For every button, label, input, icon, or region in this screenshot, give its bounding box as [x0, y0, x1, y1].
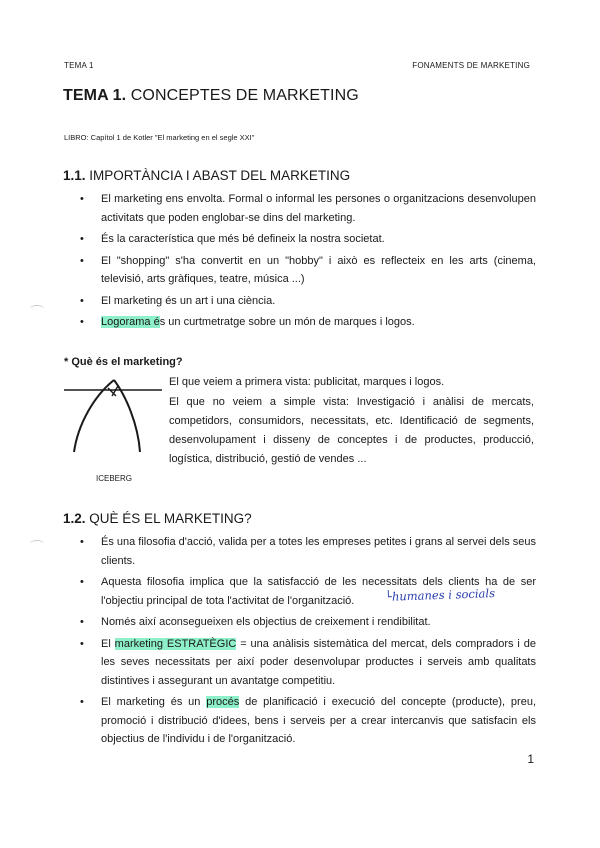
bullet-icon: • — [80, 536, 84, 548]
title-number: TEMA 1. — [63, 87, 127, 104]
list-item: • Només així aconsegueixen els objectius de creixement i rendibilitat. — [78, 613, 536, 632]
bullet-icon: • — [80, 637, 84, 650]
hidden-part-text: El que no veiem a simple vista: Investigació i anàlisi de mercats, competidors, consumidors, necessitats, etc. Identificació de segments, desenvolupament i disseny de conceptes i de productes, producció, logística, distribució, gestió de vendes ... — [169, 396, 534, 465]
title-text: CONCEPTES DE MARKETING — [130, 87, 359, 104]
list-item: • És una filosofia d'acció, valida per a totes les empreses petites i grans al servei dels seus clients. — [78, 533, 536, 570]
highlight-marketing-estrategic: marketing ESTRATÈGIC — [114, 637, 237, 650]
iceberg-icon — [64, 374, 164, 474]
what-is-marketing-heading: * Què és el marketing? — [64, 356, 183, 368]
section-2-heading — [63, 511, 252, 526]
highlight-logorama: Logorama é — [101, 316, 160, 328]
section-1-list — [78, 190, 536, 335]
list-item: • És la característica que més bé defineix la nostra societat. — [78, 230, 536, 249]
list-item: • Aquesta filosofia implica que la satisfacció de les necessitats dels clients ha de ser l'objectiu principal de tota l'activitat de l'organització. — [78, 573, 536, 610]
header-left: TEMA 1 — [64, 61, 94, 70]
section-2-list — [78, 533, 536, 752]
list-item: • Logorama és un curtmetratge sobre un món de marques i logos. — [78, 313, 536, 332]
bullet-icon: • — [80, 254, 84, 267]
bullet-icon: • — [80, 696, 84, 708]
section-1-number: 1.1. — [63, 168, 86, 183]
bullet-icon: • — [80, 294, 84, 307]
list-item: • El marketing ens envolta. Formal o informal les persones o organitzacions desenvolupen activitats que poden englobar-se dins del marketing. — [78, 190, 536, 227]
bullet-icon: • — [80, 233, 84, 245]
highlight-proces: procés — [206, 696, 240, 708]
list-item: • El marketing és un art i una ciència. — [78, 292, 536, 311]
list-item: • El "shopping" s'ha convertit en un "hobby" i això es reflecteix en les arts (cinema, televisió, arts gràfiques, teatre, música ...) — [78, 252, 536, 289]
iceberg-label: ICEBERG — [96, 474, 133, 483]
source-reference: LIBRO: Capítol 1 de Kotler "El marketing en el segle XXI" — [64, 133, 255, 142]
section-2-title: QUÈ ÉS EL MARKETING? — [89, 511, 252, 526]
page-title — [63, 87, 359, 105]
bullet-icon: • — [80, 316, 84, 328]
section-1-heading — [63, 168, 350, 183]
page-number: 1 — [527, 752, 534, 766]
visible-part-text: El que veiem a primera vista: publicitat, marques i logos. — [169, 376, 445, 388]
margin-scan-mark — [30, 540, 44, 547]
bullet-icon: • — [80, 576, 84, 588]
bullet-icon: • — [80, 616, 84, 628]
handwritten-note: └humanes i socials — [384, 586, 496, 604]
bullet-icon: • — [80, 193, 84, 205]
list-item: • El marketing és un procés de planificació i execució del concepte (producte), preu, promoció i distribució d'idees, bens i serveis per a crear intercanvis que satisfacin els objectius de l'individu i de l'organització. — [78, 693, 536, 749]
header-right: FONAMENTS DE MARKETING — [412, 61, 530, 70]
margin-scan-mark — [30, 305, 44, 312]
section-2-number: 1.2. — [63, 511, 86, 526]
list-item: • El marketing ESTRATÈGIC = una anàlisis sistemàtica del mercat, dels compradors i de les seves necessitats per així poder desenvolupar productes i serveis amb qualitats distintives i assegurant un avantatge competitiu. — [78, 635, 536, 691]
section-1-title: IMPORTÀNCIA I ABAST DEL MARKETING — [89, 168, 351, 183]
